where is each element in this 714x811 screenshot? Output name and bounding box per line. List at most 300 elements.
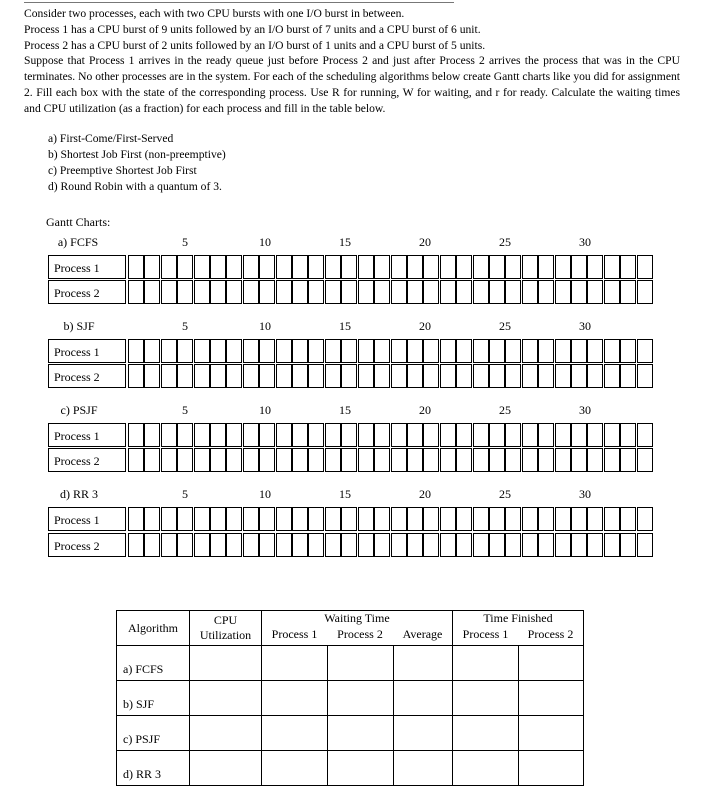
gantt-cell[interactable] [243,364,259,388]
gantt-cell[interactable] [555,280,571,304]
gantt-cell[interactable] [440,423,456,447]
gantt-cell[interactable] [194,423,210,447]
gantt-cell[interactable] [637,448,653,472]
gantt-cell[interactable] [391,364,407,388]
gantt-cell[interactable] [259,533,275,557]
gantt-cell[interactable] [538,280,554,304]
gantt-cell[interactable] [177,280,193,304]
gantt-cell[interactable] [292,364,308,388]
gantt-cell[interactable] [161,364,177,388]
gantt-cell[interactable] [505,339,521,363]
process-2-row[interactable] [128,280,653,304]
gantt-cell[interactable] [308,339,324,363]
gantt-cell[interactable] [423,339,439,363]
gantt-cell[interactable] [276,448,292,472]
gantt-cell[interactable] [423,364,439,388]
process-2-row[interactable] [128,533,653,557]
gantt-cell[interactable] [538,364,554,388]
cell-finished-process-1[interactable] [453,681,519,716]
gantt-cell[interactable] [194,255,210,279]
gantt-cell[interactable] [259,448,275,472]
gantt-cell[interactable] [620,507,636,531]
gantt-cell[interactable] [473,364,489,388]
gantt-cell[interactable] [341,533,357,557]
gantt-cell[interactable] [522,448,538,472]
gantt-cell[interactable] [226,280,242,304]
gantt-cell[interactable] [325,255,341,279]
gantt-cell[interactable] [308,448,324,472]
gantt-cell[interactable] [473,280,489,304]
gantt-cell[interactable] [522,339,538,363]
gantt-cell[interactable] [276,255,292,279]
gantt-cell[interactable] [473,533,489,557]
tick-label: 10 [259,403,271,417]
gantt-cell[interactable] [259,339,275,363]
gantt-cell[interactable] [587,448,603,472]
cell-cpu-utilization[interactable] [190,681,262,716]
gantt-cell[interactable] [637,280,653,304]
gantt-cell[interactable] [489,255,505,279]
gantt-cell[interactable] [210,339,226,363]
cell-cpu-utilization[interactable] [190,716,262,751]
gantt-cell[interactable] [620,339,636,363]
gantt-cell[interactable] [358,533,374,557]
gantt-cell[interactable] [308,507,324,531]
gantt-cell[interactable] [194,364,210,388]
gantt-cell[interactable] [161,423,177,447]
gantt-cell[interactable] [571,533,587,557]
cell-wait-average[interactable] [393,716,453,751]
gantt-cell[interactable] [423,280,439,304]
gantt-cell[interactable] [440,280,456,304]
gantt-cell[interactable] [161,507,177,531]
gantt-cell[interactable] [374,507,390,531]
process-1-row[interactable] [128,255,653,279]
gantt-cell[interactable] [604,507,620,531]
gantt-cell[interactable] [243,448,259,472]
gantt-cell[interactable] [374,533,390,557]
cell-finished-process-2[interactable] [518,646,584,681]
gantt-cell[interactable] [620,423,636,447]
gantt-cell[interactable] [620,280,636,304]
gantt-cell[interactable] [637,339,653,363]
gantt-cell[interactable] [489,423,505,447]
gantt-cell[interactable] [571,255,587,279]
tick-label: 20 [419,319,431,333]
gantt-cell[interactable] [243,533,259,557]
gantt-cell[interactable] [407,533,423,557]
gantt-cell[interactable] [144,448,160,472]
gantt-cell[interactable] [161,533,177,557]
gantt-cell[interactable] [226,423,242,447]
gantt-cell[interactable] [456,507,472,531]
gantt-cell[interactable] [226,339,242,363]
gantt-cell[interactable] [423,533,439,557]
gantt-cell[interactable] [177,448,193,472]
cell-wait-process-2[interactable] [327,751,393,786]
gantt-cell[interactable] [292,448,308,472]
cell-finished-process-2[interactable] [518,681,584,716]
gantt-cell[interactable] [489,507,505,531]
gantt-cell[interactable] [407,255,423,279]
gantt-cell[interactable] [571,448,587,472]
cell-wait-process-1[interactable] [262,646,328,681]
gantt-cell[interactable] [161,255,177,279]
cell-wait-process-2[interactable] [327,681,393,716]
gantt-cell[interactable] [325,364,341,388]
gantt-cell[interactable] [276,364,292,388]
gantt-cell[interactable] [522,364,538,388]
gantt-cell[interactable] [555,339,571,363]
gantt-cell[interactable] [210,423,226,447]
gantt-cell[interactable] [456,533,472,557]
cell-finished-process-1[interactable] [453,751,519,786]
gantt-cell[interactable] [374,448,390,472]
gantt-cell[interactable] [407,507,423,531]
process-1-row[interactable] [128,339,653,363]
gantt-cell[interactable] [620,364,636,388]
cell-finished-process-1[interactable] [453,716,519,751]
cell-wait-process-1[interactable] [262,681,328,716]
gantt-cell[interactable] [144,255,160,279]
gantt-cell[interactable] [587,280,603,304]
gantt-cell[interactable] [604,448,620,472]
gantt-cell[interactable] [358,339,374,363]
gantt-cell[interactable] [177,339,193,363]
gantt-cell[interactable] [456,280,472,304]
cell-wait-process-2[interactable] [327,646,393,681]
gantt-cell[interactable] [456,423,472,447]
gantt-cell[interactable] [210,255,226,279]
gantt-cell[interactable] [292,255,308,279]
gantt-cell[interactable] [473,339,489,363]
gantt-cell[interactable] [440,364,456,388]
gantt-cell[interactable] [308,533,324,557]
gantt-cell[interactable] [128,507,144,531]
gantt-cell[interactable] [226,255,242,279]
gantt-cell[interactable] [538,255,554,279]
gantt-cell[interactable] [440,255,456,279]
gantt-cell[interactable] [473,255,489,279]
gantt-cell[interactable] [620,533,636,557]
cell-wait-average[interactable] [393,751,453,786]
gantt-cell[interactable] [243,339,259,363]
gantt-cell[interactable] [374,280,390,304]
gantt-cell[interactable] [308,280,324,304]
gantt-cell[interactable] [276,423,292,447]
gantt-cell[interactable] [194,448,210,472]
process-1-label: Process 1 [48,255,126,279]
gantt-cell[interactable] [194,339,210,363]
gantt-cell[interactable] [538,533,554,557]
gantt-chart-rr3 [0,487,714,567]
gantt-cell[interactable] [391,280,407,304]
gantt-cell[interactable] [423,507,439,531]
header-wait-process-1: Process 1 [262,626,328,645]
gantt-cell[interactable] [144,533,160,557]
gantt-cell[interactable] [194,533,210,557]
gantt-cell[interactable] [341,507,357,531]
gantt-cell[interactable] [144,423,160,447]
gantt-cell[interactable] [177,507,193,531]
gantt-cell[interactable] [489,448,505,472]
gantt-cell[interactable] [358,364,374,388]
gantt-cell[interactable] [440,507,456,531]
gantt-cell[interactable] [587,533,603,557]
gantt-cell[interactable] [522,280,538,304]
gantt-cell[interactable] [144,507,160,531]
header-wait-process-2: Process 2 [327,626,393,645]
gantt-cell[interactable] [423,448,439,472]
gantt-cell[interactable] [210,364,226,388]
gantt-cell[interactable] [440,448,456,472]
gantt-cell[interactable] [210,533,226,557]
gantt-cell[interactable] [407,364,423,388]
gantt-cell[interactable] [522,533,538,557]
gantt-cell[interactable] [637,507,653,531]
tick-label: 10 [259,319,271,333]
gantt-cell[interactable] [308,255,324,279]
gantt-cell[interactable] [473,423,489,447]
tick-label: 5 [182,403,188,417]
gantt-cell[interactable] [407,423,423,447]
gantt-cell[interactable] [226,507,242,531]
gantt-cell[interactable] [358,255,374,279]
gantt-cell[interactable] [210,280,226,304]
gantt-cell[interactable] [391,255,407,279]
gantt-cell[interactable] [161,448,177,472]
gantt-cell[interactable] [587,423,603,447]
gantt-cell[interactable] [161,339,177,363]
gantt-cell[interactable] [374,364,390,388]
gantt-cell[interactable] [604,280,620,304]
gantt-cell[interactable] [325,280,341,304]
gantt-cell[interactable] [620,448,636,472]
gantt-cell[interactable] [505,280,521,304]
gantt-cell[interactable] [456,364,472,388]
gantt-cell[interactable] [128,339,144,363]
gantt-cell[interactable] [522,423,538,447]
gantt-cell[interactable] [604,364,620,388]
gantt-cell[interactable] [325,339,341,363]
gantt-cell[interactable] [358,280,374,304]
gantt-cell[interactable] [325,423,341,447]
cell-finished-process-2[interactable] [518,716,584,751]
gantt-cell[interactable] [604,255,620,279]
gantt-cell[interactable] [604,533,620,557]
gantt-cell[interactable] [276,339,292,363]
process-1-row[interactable] [128,507,653,531]
gantt-cell[interactable] [407,339,423,363]
gantt-cell[interactable] [571,507,587,531]
gantt-cell[interactable] [358,448,374,472]
gantt-cell[interactable] [259,507,275,531]
gantt-cell[interactable] [358,507,374,531]
gantt-cell[interactable] [637,255,653,279]
gantt-cell[interactable] [341,280,357,304]
gantt-cell[interactable] [276,507,292,531]
gantt-cell[interactable] [604,339,620,363]
gantt-cell[interactable] [637,364,653,388]
row-algorithm: b) SJF [117,681,190,716]
gantt-cell[interactable] [538,423,554,447]
gantt-cell[interactable] [374,423,390,447]
gantt-cell[interactable] [341,364,357,388]
gantt-cell[interactable] [210,448,226,472]
process-2-row[interactable] [128,448,653,472]
gantt-cell[interactable] [440,339,456,363]
gantt-cell[interactable] [128,280,144,304]
gantt-cell[interactable] [243,280,259,304]
gantt-cell[interactable] [637,533,653,557]
gantt-cell[interactable] [128,364,144,388]
gantt-cell[interactable] [391,423,407,447]
gantt-cell[interactable] [489,533,505,557]
gantt-cell[interactable] [571,423,587,447]
gantt-cell[interactable] [144,339,160,363]
tick-label: 20 [419,235,431,249]
cell-cpu-utilization[interactable] [190,646,262,681]
gantt-cell[interactable] [391,448,407,472]
gantt-cell[interactable] [259,423,275,447]
gantt-cell[interactable] [259,280,275,304]
gantt-cell[interactable] [391,507,407,531]
gantt-cell[interactable] [341,255,357,279]
gantt-cell[interactable] [538,448,554,472]
gantt-cell[interactable] [456,448,472,472]
gantt-cell[interactable] [177,255,193,279]
gantt-cell[interactable] [341,448,357,472]
gantt-cell[interactable] [505,255,521,279]
cell-wait-average[interactable] [393,646,453,681]
gantt-cell[interactable] [505,448,521,472]
cell-finished-process-2[interactable] [518,751,584,786]
gantt-cell[interactable] [555,423,571,447]
process-1-row[interactable] [128,423,653,447]
gantt-cell[interactable] [243,423,259,447]
gantt-cell[interactable] [128,448,144,472]
gantt-cell[interactable] [407,280,423,304]
gantt-cell[interactable] [538,339,554,363]
gantt-cell[interactable] [259,364,275,388]
gantt-cell[interactable] [144,364,160,388]
gantt-cell[interactable] [391,339,407,363]
gantt-cell[interactable] [194,507,210,531]
gantt-cell[interactable] [292,339,308,363]
gantt-cell[interactable] [423,255,439,279]
gantt-cell[interactable] [505,364,521,388]
gantt-cell[interactable] [505,423,521,447]
gantt-cell[interactable] [358,423,374,447]
gantt-cell[interactable] [226,533,242,557]
gantt-cell[interactable] [308,423,324,447]
gantt-cell[interactable] [292,507,308,531]
gantt-cell[interactable] [489,364,505,388]
gantt-cell[interactable] [194,280,210,304]
gantt-cell[interactable] [128,423,144,447]
gantt-cell[interactable] [587,255,603,279]
gantt-cell[interactable] [292,423,308,447]
cell-wait-process-2[interactable] [327,716,393,751]
gantt-cell[interactable] [259,255,275,279]
cell-wait-process-1[interactable] [262,716,328,751]
gantt-cell[interactable] [587,339,603,363]
gantt-cell[interactable] [423,423,439,447]
gantt-cell[interactable] [177,423,193,447]
gantt-cell[interactable] [555,533,571,557]
cell-finished-process-1[interactable] [453,646,519,681]
gantt-cell[interactable] [555,364,571,388]
gantt-cell[interactable] [177,364,193,388]
gantt-cell[interactable] [276,533,292,557]
gantt-cell[interactable] [341,339,357,363]
gantt-cell[interactable] [161,280,177,304]
gantt-cell[interactable] [505,507,521,531]
gantt-cell[interactable] [456,339,472,363]
gantt-cell[interactable] [522,255,538,279]
gantt-cell[interactable] [226,364,242,388]
gantt-cell[interactable] [571,280,587,304]
gantt-cell[interactable] [489,280,505,304]
gantt-cell[interactable] [522,507,538,531]
gantt-cell[interactable] [604,423,620,447]
gantt-cell[interactable] [128,255,144,279]
gantt-cell[interactable] [325,507,341,531]
gantt-cell[interactable] [489,339,505,363]
gantt-cell[interactable] [210,507,226,531]
gantt-cell[interactable] [505,533,521,557]
gantt-cell[interactable] [374,255,390,279]
gantt-cell[interactable] [587,364,603,388]
gantt-cell[interactable] [571,339,587,363]
gantt-chart-sjf [0,319,714,399]
gantt-cell[interactable] [177,533,193,557]
gantt-cell[interactable] [325,533,341,557]
gantt-cell[interactable] [555,448,571,472]
gantt-cell[interactable] [555,255,571,279]
gantt-cell[interactable] [473,448,489,472]
gantt-cell[interactable] [440,533,456,557]
gantt-cell[interactable] [144,280,160,304]
gantt-cell[interactable] [128,533,144,557]
chart-name: d) RR 3 [59,487,99,501]
gantt-cell[interactable] [226,448,242,472]
gantt-cell[interactable] [374,339,390,363]
gantt-cell[interactable] [473,507,489,531]
gantt-cell[interactable] [292,280,308,304]
gantt-cell[interactable] [292,533,308,557]
cell-wait-process-1[interactable] [262,751,328,786]
gantt-cell[interactable] [341,423,357,447]
gantt-cell[interactable] [555,507,571,531]
gantt-cell[interactable] [325,448,341,472]
gantt-cell[interactable] [407,448,423,472]
gantt-cell[interactable] [243,507,259,531]
gantt-cell[interactable] [571,364,587,388]
gantt-cell[interactable] [276,280,292,304]
cell-cpu-utilization[interactable] [190,751,262,786]
gantt-cell[interactable] [456,255,472,279]
process-2-row[interactable] [128,364,653,388]
gantt-cell[interactable] [538,507,554,531]
gantt-cell[interactable] [637,423,653,447]
cell-wait-average[interactable] [393,681,453,716]
gantt-cell[interactable] [243,255,259,279]
gantt-cell[interactable] [308,364,324,388]
gantt-cell[interactable] [391,533,407,557]
gantt-cell[interactable] [587,507,603,531]
gantt-cell[interactable] [620,255,636,279]
